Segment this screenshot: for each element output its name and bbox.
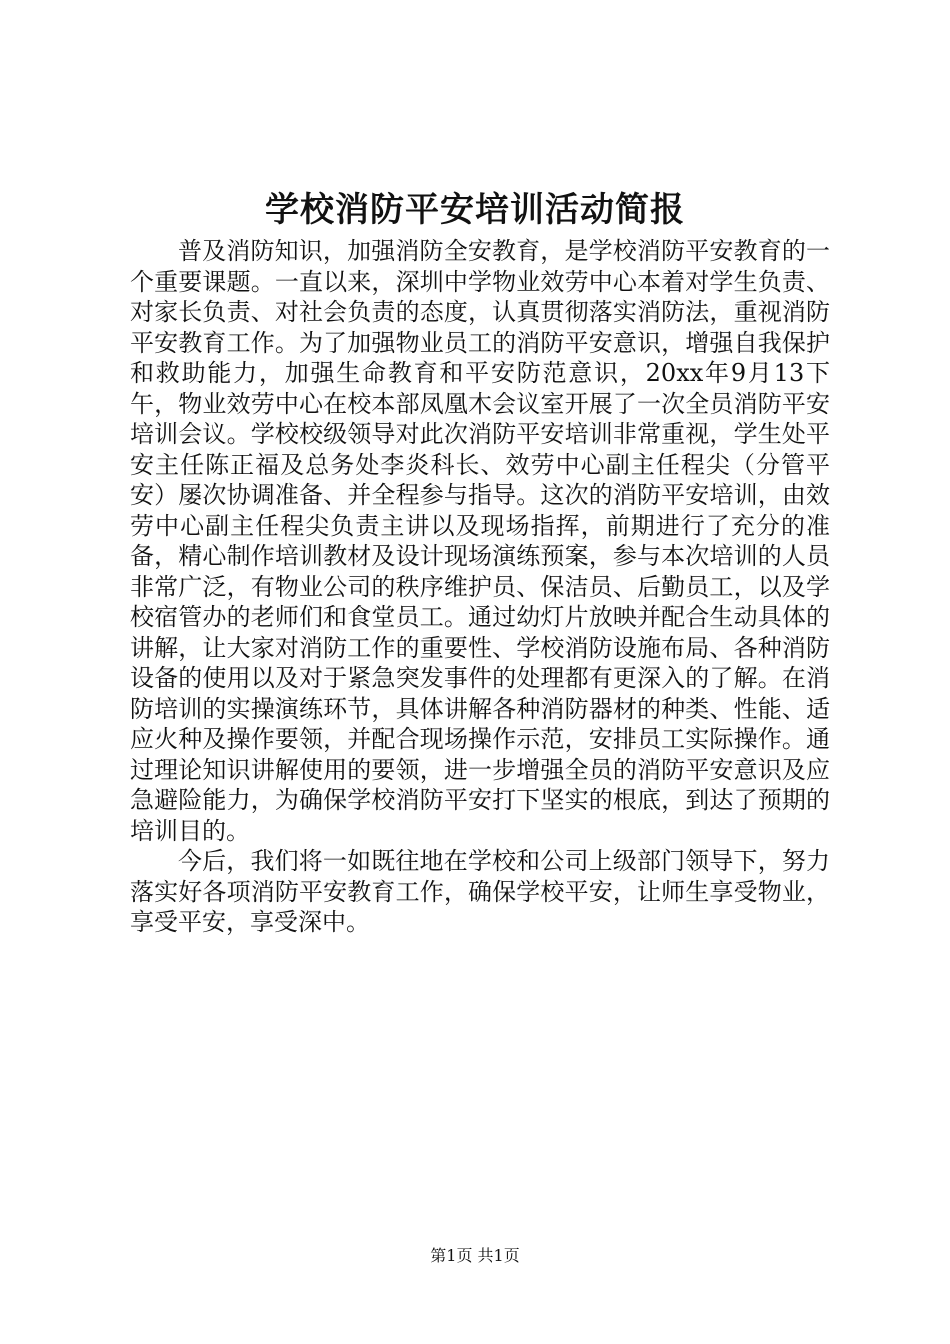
paragraph-2: 今后，我们将一如既往地在学校和公司上级部门领导下，努力落实好各项消防平安教育工作，确保学校平安，让师生享受物业，享受平安，享受深中。 <box>130 847 830 936</box>
document-title: 学校消防平安培训活动简报 <box>265 190 685 230</box>
page-footer: 第1页 共1页 <box>430 1246 520 1265</box>
document-body <box>130 236 830 938</box>
paragraph-1: 普及消防知识，加强消防全安教育，是学校消防平安教育的一个重要课题。一直以来，深圳中学物业效劳中心本着对学生负责、对家长负责、对社会负责的态度，认真贯彻落实消防法，重视消防平安教育工作。为了加强物业员工的消防平安意识，增强自我保护和救助能力，加强生命教育和平安防范意识，20xx年9月13下午，物业效劳中心在校本部凤凰木会议室开展了一次全员消防平安培训会议。学校校级领导对此次消防平安培训非常重视，学生处平安主任陈正福及总务处李炎科长、效劳中心副主任程尖（分管平安）屡次协调准备、并全程参与指导。这次的消防平安培训，由效劳中心副主任程尖负责主讲以及现场指挥，前期进行了充分的准备，精心制作培训教材及设计现场演练预案，参与本次培训的人员非常广泛，有物业公司的秩序维护员、保洁员、后勤员工，以及学校宿管办的老师们和食堂员工。通过幼灯片放映并配合生动具体的讲解，让大家对消防工作的重要性、学校消防设施布局、各种消防设备的使用以及对于紧急突发事件的处理都有更深入的了解。在消防培训的实操演练环节，具体讲解各种消防器材的种类、性能、适应火种及操作要领，并配合现场操作示范，安排员工实际操作。通过理论知识讲解使用的要领，进一步增强全员的消防平安意识及应急避险能力，为确保学校消防平安打下坚实的根底，到达了预期的培训目的。 <box>130 237 830 845</box>
